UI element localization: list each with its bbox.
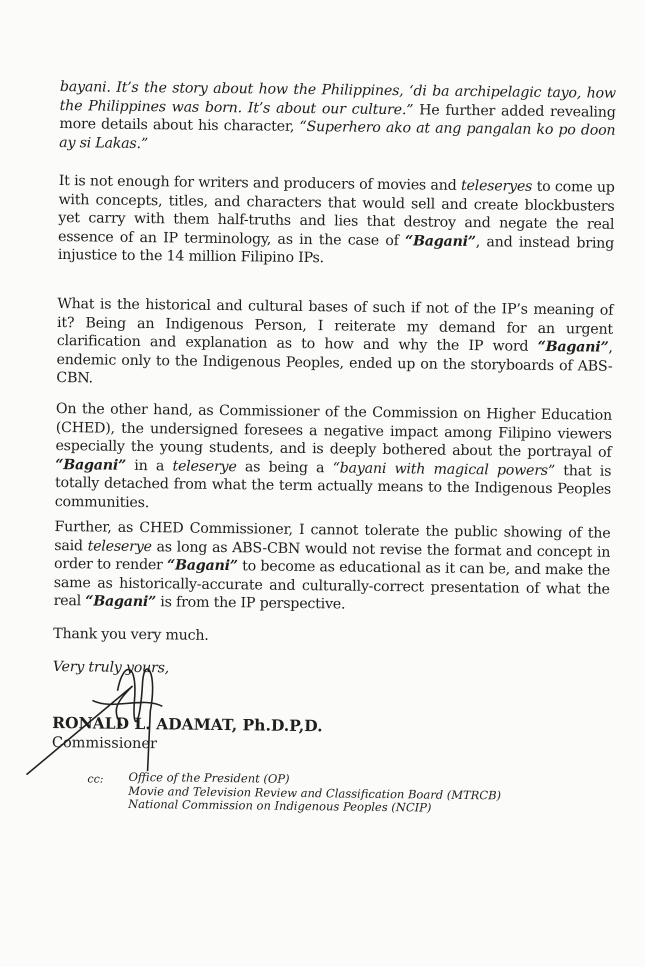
closing-line: Very truly yours, (52, 658, 170, 677)
text-run: teleseryes (460, 177, 533, 195)
cc-recipient: Office of the President (OP) (128, 769, 290, 786)
text-run: as being a (236, 458, 333, 477)
text-run: “Bagani” (55, 456, 127, 474)
text-run: to become as educational as it can be, and make the same as historically-accurate and culturally-correct presentation of what the real (53, 558, 611, 610)
text-run: teleserye (172, 458, 237, 475)
signatory-name: RONALD L. ADAMAT, Ph.D.P,D. (52, 712, 323, 736)
text-run: “Bagani” (537, 339, 609, 356)
text-run: that is totally detached from what the term actually means to the Indigenous Peoples communities. (54, 462, 612, 512)
text-run: is from the IP perspective. (155, 594, 346, 613)
text-run: bayani. It’s the story about how the Philippines, ‘di ba archipelagic tayo, how the Philippines was born. It’s about our culture.” (59, 79, 616, 118)
paragraph-demand (56, 295, 613, 395)
paragraph-further (54, 518, 611, 618)
cc-recipient: National Commission on Indigenous Peoples (NCIP) (128, 796, 432, 815)
text-run: What is the historical and cultural bases of such if not of the IP’s meaning of it? Being an Indigenous Person, I reiterate my demand for an urgent clarification and explanation as to how and why the IP word (56, 295, 614, 356)
thanks-line: Thank you very much. (53, 625, 209, 644)
text-run: “Bagani” (85, 593, 157, 611)
cc-label: cc: (87, 772, 104, 786)
text-run: teleserye (87, 537, 152, 555)
signatory-title: Commissioner (51, 734, 158, 753)
text-run: “bayani with magical powers” (332, 460, 556, 479)
text-run: “Bagani” (166, 557, 238, 575)
text-run: On the other hand, as Commissioner of the Commission on Higher Education (CHED), the undersigned foresees a negative impact among Filipino viewers especially the young students, and is deeply bothered about the portrayal of (55, 400, 613, 461)
text-run: , and instead bring injustice to the 14 million Filipino IPs. (57, 233, 615, 267)
text-run: Further, as CHED Commissioner, I cannot tolerate the public showing of the said (54, 518, 611, 554)
cc-list (128, 771, 501, 816)
text-run: to come up with concepts, titles, and characters that would sell and create blockbusters yet carry with them half-truths and lies that destroy and negate the real essence of an IP terminology, as in the case of (57, 178, 615, 250)
text-run: “Bagani” (404, 233, 476, 250)
text-run: as long as ABS-CBN would not revise the format and concept in order to render (53, 538, 611, 574)
text-run: , endemic only to the Indigenous Peoples, ended up on the storyboards of ABS-CBN. (56, 339, 613, 387)
paragraph-ched (55, 400, 612, 518)
text-run: It is not enough for writers and producers of movies and (58, 172, 462, 194)
paragraph-quote (59, 78, 616, 159)
text-run: in a (125, 457, 173, 475)
text-run: “Superhero ako at ang pangalan ko po doon ay si Lakas.” (59, 119, 616, 152)
cc-recipient: Movie and Television Review and Classification Board (MTRCB) (128, 783, 502, 802)
text-run: He further added revealing more details about his character, (59, 101, 616, 136)
paragraph-writers (58, 172, 615, 272)
